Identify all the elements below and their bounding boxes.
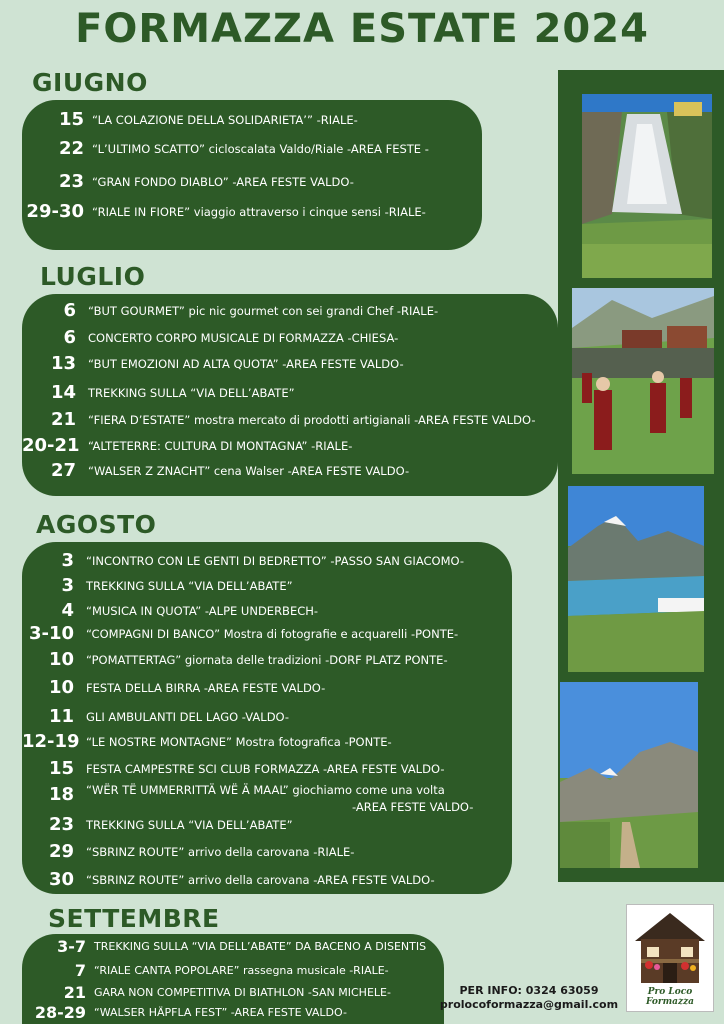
event-date: 15 xyxy=(58,109,84,130)
waterfall-photo xyxy=(582,94,712,278)
event-date: 12-19 xyxy=(22,731,80,752)
event-date: 10 xyxy=(48,677,74,698)
event-date: 20-21 xyxy=(22,435,80,456)
event-date: 22 xyxy=(58,138,84,159)
event-text: “BUT EMOZIONI AD ALTA QUOTA” -AREA FESTE VALDO- xyxy=(88,357,404,371)
event-date: 7 xyxy=(74,961,86,980)
event-text: “RIALE CANTA POPOLARE” rassegna musicale -RIALE- xyxy=(94,964,389,977)
dancers-photo xyxy=(572,288,714,474)
event-date: 28-29 xyxy=(34,1003,86,1022)
event-text-continued: -AREA FESTE VALDO- xyxy=(352,800,474,814)
event-text: “WALSER Z ZNACHT” cena Walser -AREA FESTE VALDO- xyxy=(88,464,410,478)
event-text: “SBRINZ ROUTE” arrivo della carovana -RIALE- xyxy=(86,845,355,859)
event-text: TREKKING SULLA “VIA DELL’ABATE” xyxy=(88,386,295,400)
events-box-settembre xyxy=(22,934,444,1024)
event-date: 11 xyxy=(48,706,74,727)
event-text: “FIERA D’ESTATE” mostra mercato di prodotti artigianali -AREA FESTE VALDO- xyxy=(88,413,536,427)
event-text: “SBRINZ ROUTE” arrivo della carovana -AREA FESTE VALDO- xyxy=(86,873,435,887)
event-text: GARA NON COMPETITIVA DI BIATHLON -SAN MICHELE- xyxy=(94,986,391,999)
month-title-giugno: GIUGNO xyxy=(32,68,148,97)
event-date: 15 xyxy=(48,758,74,779)
event-text: TREKKING SULLA “VIA DELL’ABATE” xyxy=(86,818,293,832)
event-date: 21 xyxy=(63,983,86,1002)
month-title-luglio: LUGLIO xyxy=(40,262,146,291)
event-date: 18 xyxy=(48,784,74,805)
event-date: 30 xyxy=(48,869,74,890)
event-text: “L’ULTIMO SCATTO” cicloscalata Valdo/Riale -AREA FESTE - xyxy=(92,142,429,156)
events-box-luglio xyxy=(22,294,558,496)
event-text: GLI AMBULANTI DEL LAGO -VALDO- xyxy=(86,710,290,724)
lake-photo xyxy=(568,486,704,672)
pro-loco-logo xyxy=(626,904,714,1012)
month-title-agosto: AGOSTO xyxy=(36,510,157,539)
events-box-giugno xyxy=(22,100,482,250)
event-text: FESTA DELLA BIRRA -AREA FESTE VALDO- xyxy=(86,681,326,695)
event-date: 3-7 xyxy=(57,937,86,956)
event-text: “RIALE IN FIORE” viaggio attraverso i cinque sensi -RIALE- xyxy=(92,205,426,219)
event-text: FESTA CAMPESTRE SCI CLUB FORMAZZA -AREA FESTE VALDO- xyxy=(86,762,445,776)
event-text: TREKKING SULLA “VIA DELL’ABATE” xyxy=(86,579,293,593)
month-title-settembre: SETTEMBRE xyxy=(48,904,220,933)
events-box-agosto xyxy=(22,542,512,894)
event-text: “ALTETERRE: CULTURA DI MONTAGNA” -RIALE- xyxy=(88,439,353,453)
poster-title: FORMAZZA ESTATE 2024 xyxy=(75,6,649,52)
event-date: 4 xyxy=(61,600,74,621)
event-text: “INCONTRO CON LE GENTI DI BEDRETTO” -PASSO SAN GIACOMO- xyxy=(86,554,465,568)
event-text: “BUT GOURMET” pic nic gourmet con sei grandi Chef -RIALE- xyxy=(88,304,439,318)
event-date: 29 xyxy=(48,841,74,862)
event-date: 29-30 xyxy=(26,201,84,222)
event-text: CONCERTO CORPO MUSICALE DI FORMAZZA -CHIESA- xyxy=(88,331,399,345)
event-date: 6 xyxy=(63,300,76,321)
event-text: “LE NOSTRE MONTAGNE” Mostra fotografica -PONTE- xyxy=(86,735,392,749)
event-text: “GRAN FONDO DIABLO” -AREA FESTE VALDO- xyxy=(92,175,354,189)
event-date: 27 xyxy=(50,460,76,481)
event-date: 13 xyxy=(50,353,76,374)
trail-photo xyxy=(560,682,698,868)
event-text: “MUSICA IN QUOTA” -ALPE UNDERBECH- xyxy=(86,604,319,618)
chalet-icon xyxy=(627,905,713,991)
event-date: 23 xyxy=(58,171,84,192)
event-date: 14 xyxy=(50,382,76,403)
event-text: “POMATTERTAG” giornata delle tradizioni -DORF PLATZ PONTE- xyxy=(86,653,448,667)
event-date: 6 xyxy=(63,327,76,348)
event-date: 3 xyxy=(61,550,74,571)
photo-strip xyxy=(558,70,724,882)
event-text: “WËR TË UMMERRITTÄ WË Ä MAAL” giochiamo come una volta xyxy=(86,783,445,797)
event-date: 23 xyxy=(48,814,74,835)
event-text: TREKKING SULLA “VIA DELL’ABATE” DA BACENO A DISENTIS xyxy=(94,940,427,953)
event-date: 3 xyxy=(61,575,74,596)
logo-text: Pro Loco Formazza xyxy=(645,987,695,1007)
event-date: 3-10 xyxy=(28,623,74,644)
event-text: “LA COLAZIONE DELLA SOLIDARIETA’” -RIALE- xyxy=(92,113,358,127)
info-email[interactable]: prolocoformazza@gmail.com xyxy=(439,998,619,1011)
event-date: 10 xyxy=(48,649,74,670)
info-phone: PER INFO: 0324 63059 xyxy=(459,984,599,997)
event-text: “COMPAGNI DI BANCO” Mostra di fotografie e acquarelli -PONTE- xyxy=(86,627,459,641)
event-text: “WALSER HÄPFLA FEST” -AREA FESTE VALDO- xyxy=(94,1006,347,1019)
event-date: 21 xyxy=(50,409,76,430)
